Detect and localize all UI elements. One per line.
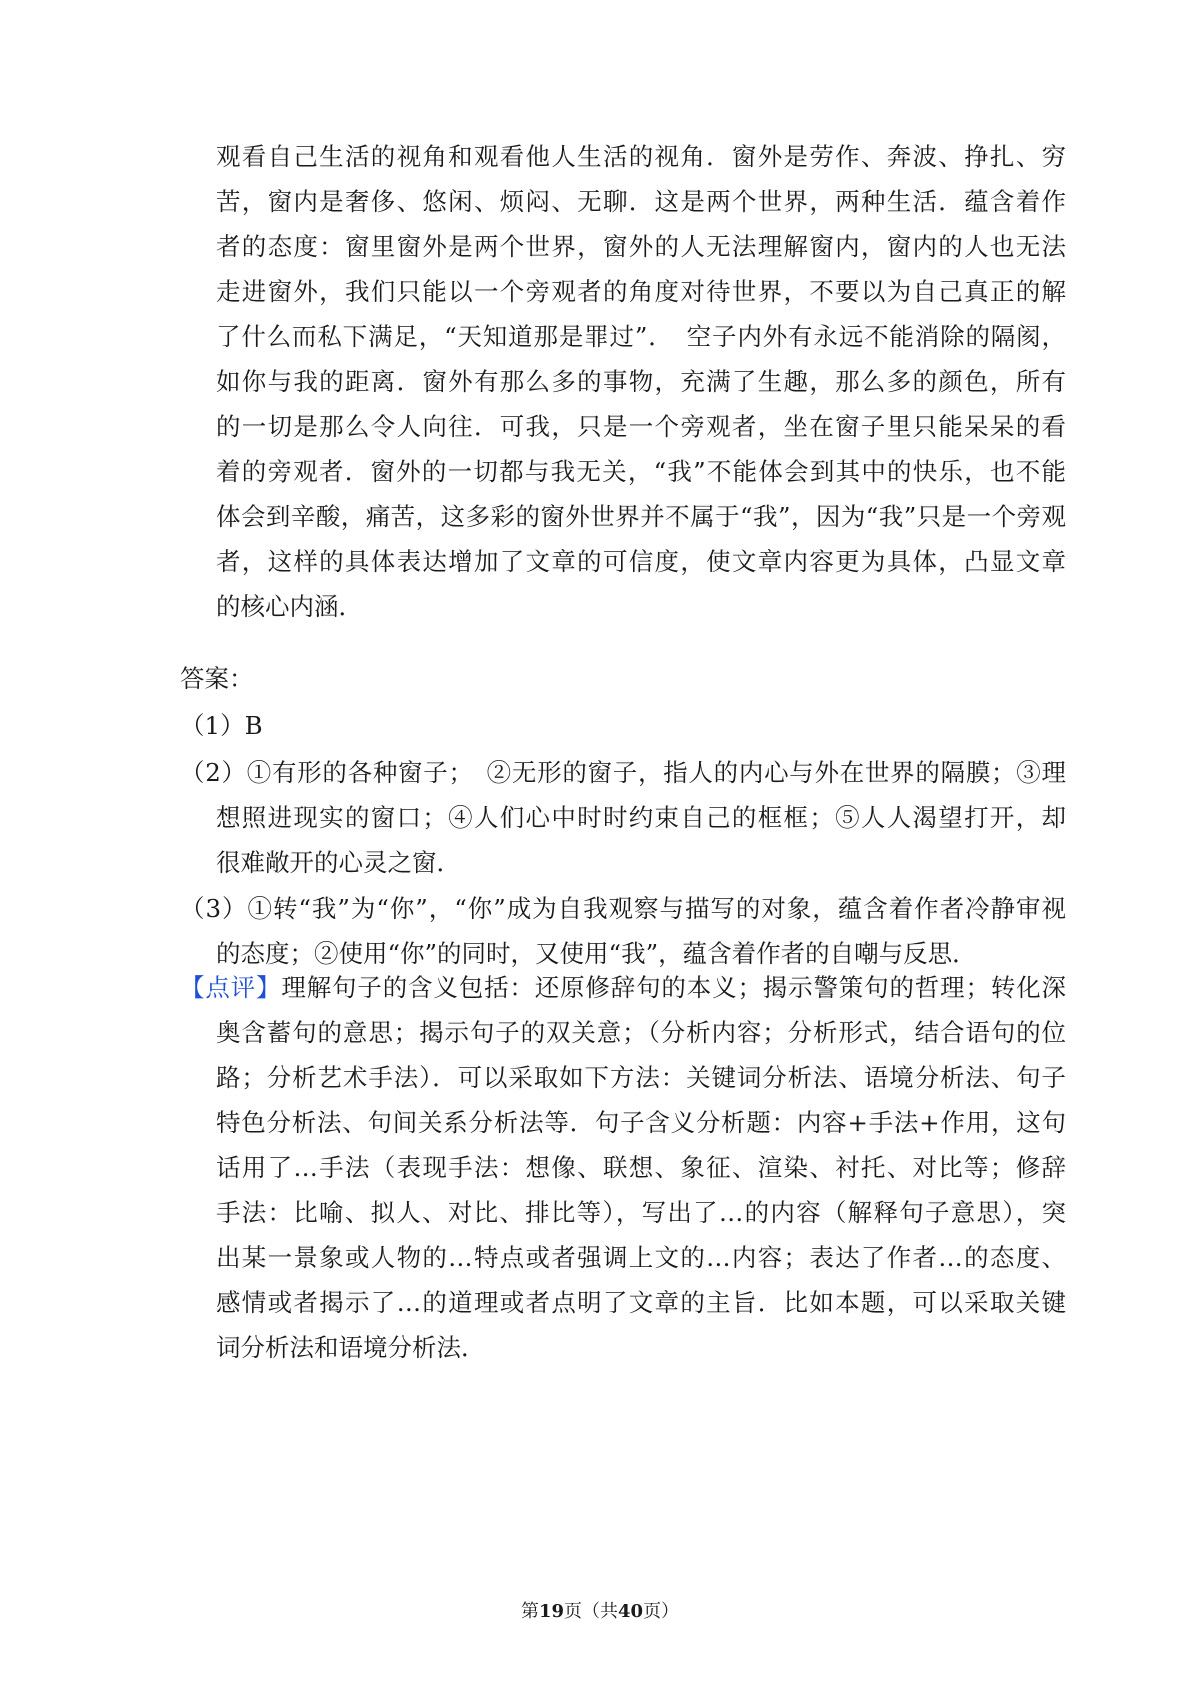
answer-heading-text: 答案： — [180, 664, 254, 693]
analysis-line: 走进窗外，我们只能以一个旁观者的角度对待世界，不要以为自己真正的解 — [216, 277, 1066, 306]
analysis-line: 观看自己生活的视角和观看他人生活的视角．窗外是劳作、奔波、挣扎、穷 — [216, 142, 1066, 171]
footer-page-number: 19 — [538, 1601, 564, 1622]
answer-line: 想照进现实的窗口；④人们心中时时约束自己的框框；⑤人人渴望打开，却 — [216, 803, 1066, 832]
comment-line: 特色分析法、句间关系分析法等．句子含义分析题：内容+手法+作用，这句 — [216, 1108, 1066, 1137]
answer-line: （3）①转“我”为“你”，“你”成为自我观察与描写的对象，蕴含着作者冷静审视 — [180, 894, 1066, 923]
answer-line: （1）B — [180, 711, 263, 740]
comment-line: 话用了…手法（表现手法：想像、联想、象征、渲染、衬托、对比等；修辞 — [216, 1153, 1066, 1182]
analysis-line: 者的态度：窗里窗外是两个世界，窗外的人无法理解窗内，窗内的人也无法 — [216, 232, 1066, 261]
analysis-paragraph — [180, 134, 1066, 629]
comment-line: 词分析法和语境分析法． — [216, 1333, 486, 1362]
footer-suffix: 页） — [643, 1601, 680, 1622]
answer-1 — [180, 703, 1030, 748]
comment-first-line-text: 理解句子的含义包括：还原修辞句的本义；揭示警策句的哲理；转化深 — [281, 973, 1067, 1002]
comment-paragraph — [180, 965, 1066, 1370]
comment-line: 出某一景象或人物的…特点或者强调上文的…内容；表达了作者…的态度、 — [216, 1243, 1066, 1272]
footer-prefix: 第 — [520, 1601, 539, 1622]
analysis-line: 了什么而私下满足，“天知道那是罪过”． 空子内外有永远不能消除的隔阂， — [216, 322, 1066, 351]
comment-line: 手法：比喻、拟人、对比、排比等），写出了…的内容（解释句子意思），突 — [216, 1198, 1066, 1227]
answer-line: 的态度；②使用“你”的同时，又使用“我”，蕴含着作者的自嘲与反思． — [216, 939, 977, 968]
answer-line: 很难敞开的心灵之窗． — [216, 848, 461, 877]
comment-line: 感情或者揭示了…的道理或者点明了文章的主旨．比如本题，可以采取关键 — [216, 1288, 1066, 1317]
analysis-line: 的核心内涵． — [216, 592, 363, 621]
analysis-line: 着的旁观者．窗外的一切都与我无关，“我”不能体会到其中的快乐，也不能 — [216, 457, 1066, 486]
answer-heading — [180, 656, 1030, 701]
analysis-line: 者，这样的具体表达增加了文章的可信度，使文章内容更为具体，凸显文章 — [216, 547, 1066, 576]
answer-line: （2）①有形的各种窗子； ②无形的窗子，指人的内心与外在世界的隔膜；③理 — [180, 758, 1066, 787]
analysis-line: 苦，窗内是奢侈、悠闲、烦闷、无聊．这是两个世界，两种生活．蕴含着作 — [216, 187, 1066, 216]
analysis-line: 体会到辛酸，痛苦，这多彩的窗外世界并不属于“我”，因为“我”只是一个旁观 — [216, 502, 1066, 531]
analysis-line: 如你与我的距离．窗外有那么多的事物，充满了生趣，那么多的颜色，所有 — [216, 367, 1066, 396]
answer-2 — [180, 750, 1066, 885]
comment-line: 奥含蓄句的意思；揭示句子的双关意；（分析内容；分析形式，结合语句的位 — [216, 1018, 1066, 1047]
answer-3 — [180, 886, 1066, 976]
analysis-line: 的一切是那么令人向往．可我，只是一个旁观者，坐在窗子里只能呆呆的看 — [216, 412, 1066, 441]
footer-middle: 页（共 — [564, 1601, 618, 1622]
comment-tag: 【点评】 — [180, 973, 282, 1002]
footer-total-pages: 40 — [618, 1601, 644, 1622]
page-footer — [0, 1600, 1200, 1624]
comment-line: 路；分析艺术手法）．可以采取如下方法：关键词分析法、语境分析法、句子 — [216, 1063, 1066, 1092]
comment-first-line — [180, 965, 1066, 1010]
